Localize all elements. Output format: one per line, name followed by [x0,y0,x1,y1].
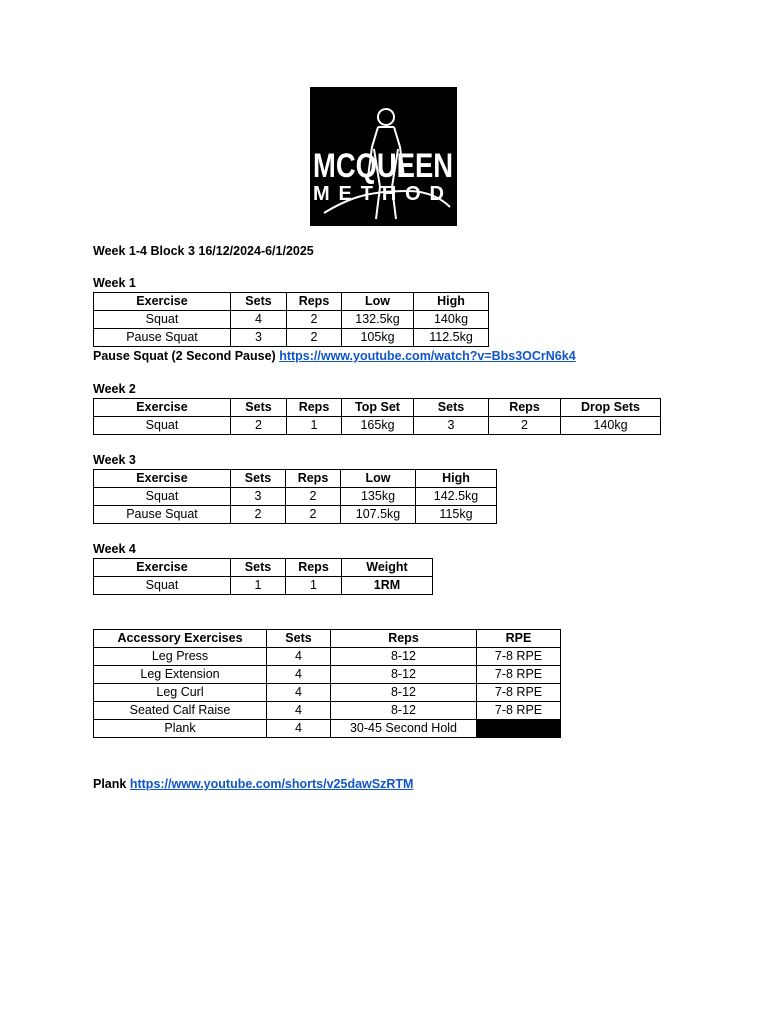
table-cell: 3 [231,329,287,347]
table-cell: 7-8 RPE [477,666,561,684]
table-cell: 4 [267,702,331,720]
table-cell: 7-8 RPE [477,684,561,702]
plank-video-link[interactable]: https://www.youtube.com/shorts/v25dawSzRTM [129,777,414,791]
header-cell: Reps [286,470,341,488]
pause-squat-video-link[interactable]: https://www.youtube.com/watch?v=Bbs3OCrN6k4 [279,349,576,363]
week1-title: Week 1 [93,276,136,290]
header-cell: Exercise [94,470,231,488]
table-cell: 30-45 Second Hold [331,720,477,738]
week4-title: Week 4 [93,542,136,556]
table-cell: Leg Curl [94,684,267,702]
table-cell: Squat [94,311,231,329]
table-row [94,311,489,329]
table-cell: 140kg [414,311,489,329]
table-cell: 8-12 [331,684,477,702]
table-cell: 3 [414,417,489,435]
table-row [94,488,497,506]
header-cell: Weight [342,559,433,577]
table-cell: 8-12 [331,702,477,720]
logo-graphic [310,87,457,226]
table-cell: 8-12 [331,666,477,684]
table-cell: 165kg [342,417,414,435]
table-cell: 4 [267,666,331,684]
header-cell: Low [342,293,414,311]
table-row [94,720,561,738]
table-cell: Squat [94,577,231,595]
table-cell: 2 [287,311,342,329]
table-cell: 107.5kg [341,506,416,524]
table-cell: 8-12 [331,648,477,666]
table-cell: 2 [286,488,341,506]
table-header-row [94,470,497,488]
table-cell: 112.5kg [414,329,489,347]
table-cell: Pause Squat [94,506,231,524]
header-cell: Low [341,470,416,488]
header-cell: Exercise [94,559,231,577]
table-cell: 135kg [341,488,416,506]
table-cell: 140kg [561,417,661,435]
table-cell: 2 [231,506,286,524]
table-cell: 7-8 RPE [477,648,561,666]
plank-note [93,776,413,792]
table-cell: 3 [231,488,286,506]
table-cell: 2 [231,417,287,435]
header-cell: Sets [231,470,286,488]
table-cell: 105kg [342,329,414,347]
logo-line2: METHOD [313,183,453,205]
blacked-out-cell [477,720,561,738]
table-header-row [94,559,433,577]
table-row [94,702,561,720]
mcqueen-method-logo [310,87,457,226]
header-cell: Sets [231,559,286,577]
week1-table [93,292,489,347]
table-cell: 1 [286,577,342,595]
header-cell: Sets [231,293,287,311]
pause-squat-note-label: Pause Squat (2 Second Pause) [93,349,276,363]
table-cell: Plank [94,720,267,738]
table-row [94,506,497,524]
header-cell: Exercise [94,293,231,311]
header-cell: High [414,293,489,311]
header-cell: Exercise [94,399,231,417]
table-header-row [94,293,489,311]
block-title: Week 1-4 Block 3 16/12/2024-6/1/2025 [93,244,314,258]
table-cell: 2 [287,329,342,347]
header-cell: Sets [414,399,489,417]
table-cell: Pause Squat [94,329,231,347]
header-cell: Sets [267,630,331,648]
header-cell: Drop Sets [561,399,661,417]
header-cell: Reps [331,630,477,648]
week3-table [93,469,497,524]
header-cell: High [416,470,497,488]
week4-table [93,558,433,595]
header-cell: Reps [287,399,342,417]
plank-note-label: Plank [93,777,127,791]
header-cell: Accessory Exercises [94,630,267,648]
header-cell: Reps [286,559,342,577]
table-header-row [94,630,561,648]
header-cell: Reps [489,399,561,417]
table-cell: 2 [286,506,341,524]
table-cell: 4 [267,720,331,738]
table-cell: Seated Calf Raise [94,702,267,720]
table-cell: 4 [231,311,287,329]
table-header-row [94,399,661,417]
table-cell: 142.5kg [416,488,497,506]
header-cell: Top Set [342,399,414,417]
accessory-table [93,629,561,738]
table-cell: 2 [489,417,561,435]
table-row [94,577,433,595]
table-cell: 1 [287,417,342,435]
header-cell: Sets [231,399,287,417]
header-cell: RPE [477,630,561,648]
table-cell: 7-8 RPE [477,702,561,720]
table-cell: Squat [94,417,231,435]
header-cell: Reps [287,293,342,311]
table-cell: 132.5kg [342,311,414,329]
week3-title: Week 3 [93,453,136,467]
logo-line1: MCQUEEN [313,147,453,185]
table-cell: Leg Extension [94,666,267,684]
table-cell: 115kg [416,506,497,524]
pause-squat-note [93,348,576,364]
table-cell: Leg Press [94,648,267,666]
table-cell: 1RM [342,577,433,595]
table-row [94,684,561,702]
table-row [94,417,661,435]
table-cell: Squat [94,488,231,506]
table-cell: 4 [267,684,331,702]
week2-table [93,398,661,435]
table-row [94,648,561,666]
table-cell: 1 [231,577,286,595]
week2-title: Week 2 [93,382,136,396]
table-cell: 4 [267,648,331,666]
table-row [94,329,489,347]
table-row [94,666,561,684]
